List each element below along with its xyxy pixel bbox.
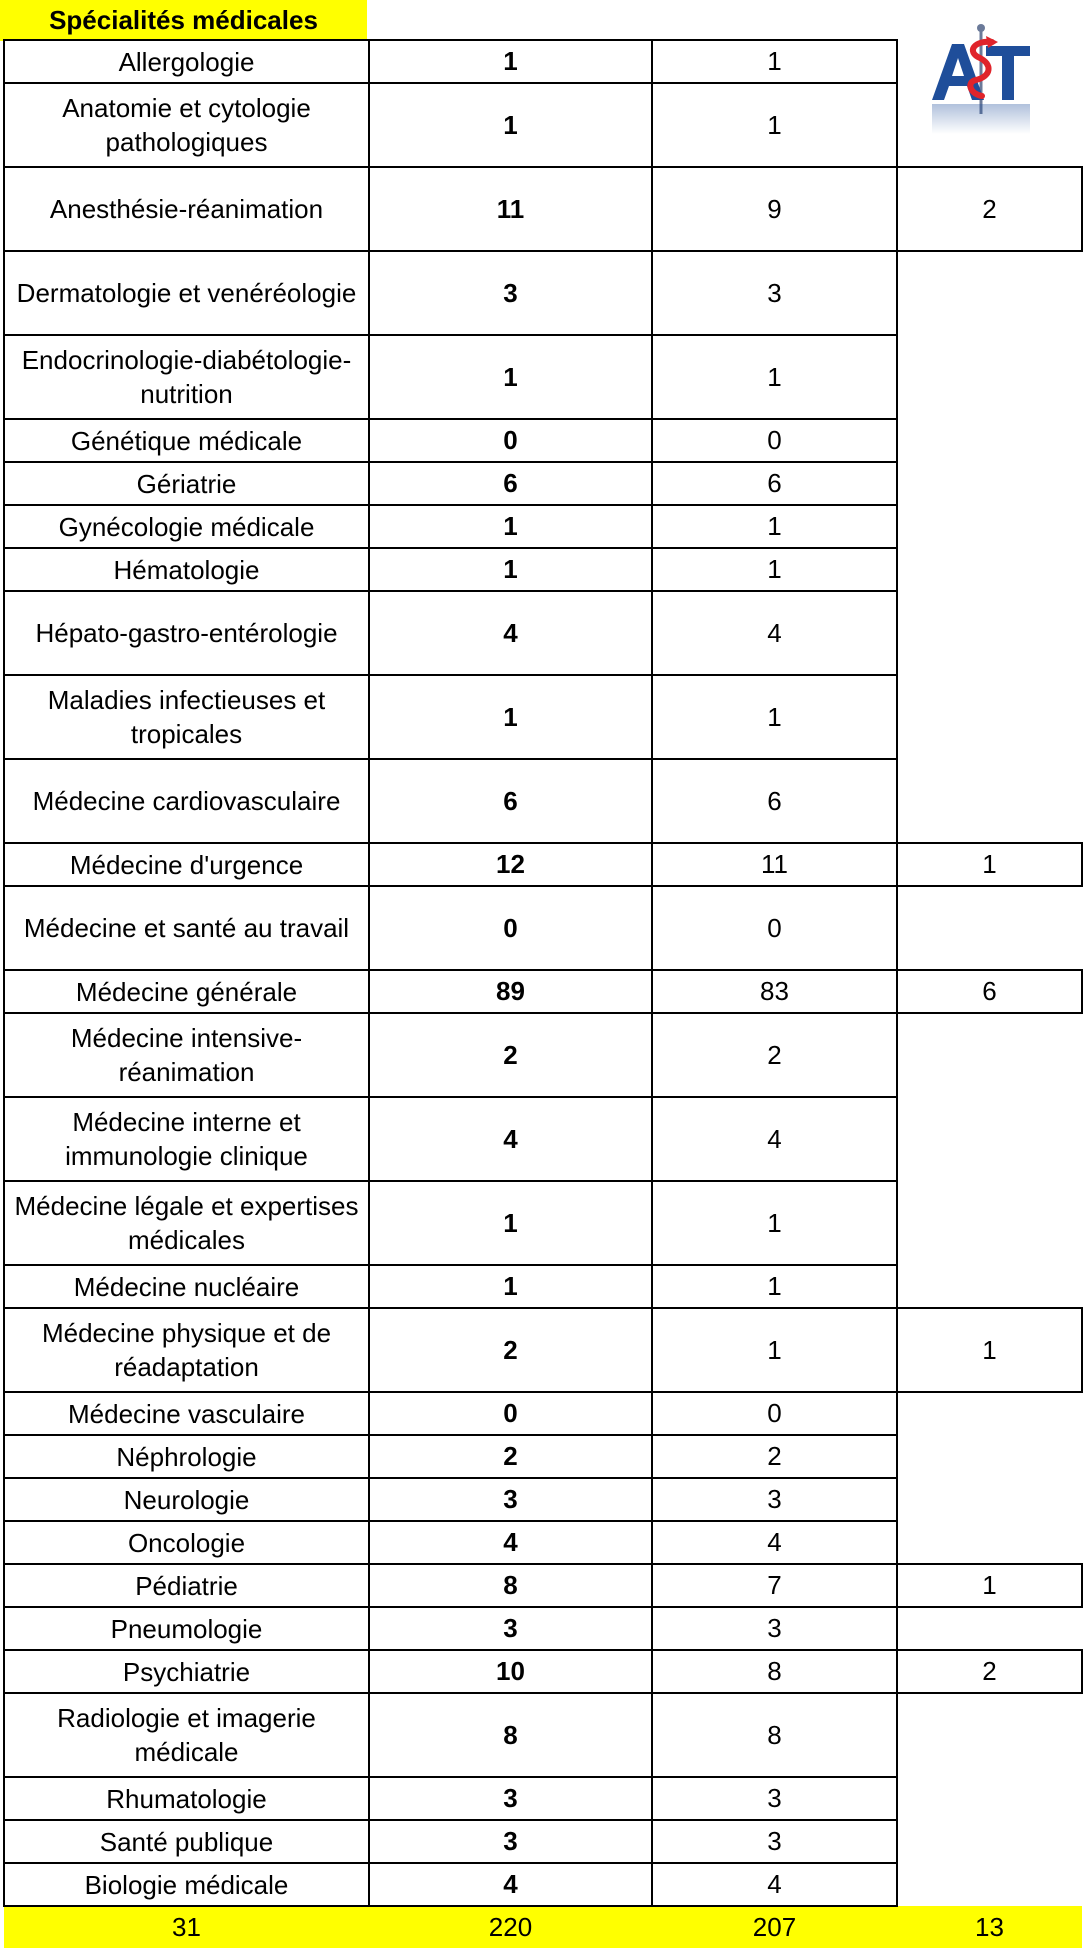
table-row	[4, 1097, 1082, 1181]
total-count: 3	[369, 1777, 652, 1820]
count-col2: 6	[652, 759, 897, 843]
count-col3	[897, 1392, 1082, 1435]
table-row	[4, 462, 1082, 505]
table-row	[4, 1265, 1082, 1308]
count-col2: 2	[652, 1013, 897, 1097]
table-row	[4, 1308, 1082, 1392]
table-row	[4, 1777, 1082, 1820]
specialty-name: Médecine générale	[4, 970, 369, 1013]
count-col3	[897, 1097, 1082, 1181]
specialty-name: Gériatrie	[4, 462, 369, 505]
count-col3: 1	[897, 1308, 1082, 1392]
table-row	[4, 251, 1082, 335]
total-count: 0	[369, 886, 652, 970]
count-col2: 3	[652, 1777, 897, 1820]
table-row	[4, 548, 1082, 591]
count-col3	[897, 419, 1082, 462]
count-col2: 8	[652, 1650, 897, 1693]
specialty-name: Radiologie et imagerie médicale	[4, 1693, 369, 1777]
count-col2: 1	[652, 548, 897, 591]
table-row	[4, 843, 1082, 886]
count-col3	[897, 1820, 1082, 1863]
specialty-name: Hématologie	[4, 548, 369, 591]
total-count: 8	[369, 1564, 652, 1607]
specialty-name: Anatomie et cytologie pathologiques	[4, 83, 369, 167]
count-col3	[897, 1265, 1082, 1308]
total-count: 1	[369, 548, 652, 591]
count-col3	[897, 251, 1082, 335]
total-count: 0	[369, 419, 652, 462]
totals-total: 220	[369, 1906, 652, 1948]
total-count: 2	[369, 1308, 652, 1392]
specialty-name: Rhumatologie	[4, 1777, 369, 1820]
count-col2: 3	[652, 251, 897, 335]
table-row	[4, 1435, 1082, 1478]
table-row	[4, 1607, 1082, 1650]
count-col2: 1	[652, 83, 897, 167]
specialty-name: Génétique médicale	[4, 419, 369, 462]
total-count: 4	[369, 1863, 652, 1906]
total-count: 1	[369, 505, 652, 548]
total-count: 1	[369, 1181, 652, 1265]
specialty-name: Médecine et santé au travail	[4, 886, 369, 970]
count-col3: 6	[897, 970, 1082, 1013]
table-row	[4, 759, 1082, 843]
specialty-name: Dermatologie et venéréologie	[4, 251, 369, 335]
count-col3	[897, 886, 1082, 970]
totals-col3: 13	[897, 1906, 1082, 1948]
total-count: 1	[369, 83, 652, 167]
table-row	[4, 40, 1082, 83]
count-col2: 6	[652, 462, 897, 505]
specialty-name: Biologie médicale	[4, 1863, 369, 1906]
table-row	[4, 1820, 1082, 1863]
total-count: 1	[369, 40, 652, 83]
table-row	[4, 1650, 1082, 1693]
count-col3	[897, 1777, 1082, 1820]
specialty-name: Néphrologie	[4, 1435, 369, 1478]
count-col2: 3	[652, 1607, 897, 1650]
total-count: 3	[369, 1607, 652, 1650]
count-col3	[897, 1435, 1082, 1478]
table-row	[4, 1863, 1082, 1906]
specialty-name: Médecine interne et immunologie clinique	[4, 1097, 369, 1181]
total-count: 2	[369, 1435, 652, 1478]
count-col3	[897, 1863, 1082, 1906]
total-count: 4	[369, 591, 652, 675]
total-count: 12	[369, 843, 652, 886]
count-col2: 11	[652, 843, 897, 886]
count-col3	[897, 83, 1082, 167]
specialty-name: Anesthésie-réanimation	[4, 167, 369, 251]
total-count: 0	[369, 1392, 652, 1435]
specialty-name: Allergologie	[4, 40, 369, 83]
count-col3	[897, 505, 1082, 548]
totals-col2: 207	[652, 1906, 897, 1948]
total-count: 11	[369, 167, 652, 251]
specialty-name: Gynécologie médicale	[4, 505, 369, 548]
table-row	[4, 83, 1082, 167]
total-count: 3	[369, 1478, 652, 1521]
specialty-name: Médecine intensive-réanimation	[4, 1013, 369, 1097]
specialty-name: Endocrinologie-diabétologie-nutrition	[4, 335, 369, 419]
count-col3	[897, 591, 1082, 675]
count-col2: 1	[652, 40, 897, 83]
count-col3	[897, 40, 1082, 83]
total-count: 1	[369, 335, 652, 419]
count-col2: 4	[652, 1097, 897, 1181]
count-col2: 4	[652, 1521, 897, 1564]
specialty-name: Pneumologie	[4, 1607, 369, 1650]
count-col2: 8	[652, 1693, 897, 1777]
totals-row	[4, 1906, 1082, 1948]
specialty-name: Santé publique	[4, 1820, 369, 1863]
specialty-name: Médecine physique et de réadaptation	[4, 1308, 369, 1392]
total-count: 4	[369, 1521, 652, 1564]
specialty-name: Pédiatrie	[4, 1564, 369, 1607]
specialty-name: Psychiatrie	[4, 1650, 369, 1693]
table-row	[4, 167, 1082, 251]
table-row	[4, 970, 1082, 1013]
count-col3	[897, 759, 1082, 843]
count-col3	[897, 675, 1082, 759]
specialty-name: Médecine vasculaire	[4, 1392, 369, 1435]
table-row	[4, 1564, 1082, 1607]
specialty-name: Médecine légale et expertises médicales	[4, 1181, 369, 1265]
table-row	[4, 1521, 1082, 1564]
count-col3: 1	[897, 843, 1082, 886]
specialty-name: Hépato-gastro-entérologie	[4, 591, 369, 675]
total-count: 1	[369, 675, 652, 759]
table-row	[4, 505, 1082, 548]
count-col2: 1	[652, 1265, 897, 1308]
table-row	[4, 1478, 1082, 1521]
table-row	[4, 1693, 1082, 1777]
count-col3	[897, 1521, 1082, 1564]
count-col2: 3	[652, 1478, 897, 1521]
totals-count: 31	[4, 1906, 369, 1948]
table-row	[4, 335, 1082, 419]
count-col3	[897, 1478, 1082, 1521]
specialty-name: Médecine cardiovasculaire	[4, 759, 369, 843]
table-row	[4, 1013, 1082, 1097]
count-col2: 1	[652, 675, 897, 759]
count-col3	[897, 462, 1082, 505]
count-col2: 1	[652, 505, 897, 548]
count-col2: 1	[652, 335, 897, 419]
specialty-name: Oncologie	[4, 1521, 369, 1564]
table-row	[4, 419, 1082, 462]
total-count: 8	[369, 1693, 652, 1777]
count-col2: 0	[652, 419, 897, 462]
table-row	[4, 675, 1082, 759]
count-col3	[897, 1693, 1082, 1777]
count-col3: 2	[897, 1650, 1082, 1693]
count-col3	[897, 548, 1082, 591]
table-row	[4, 591, 1082, 675]
count-col2: 0	[652, 886, 897, 970]
total-count: 10	[369, 1650, 652, 1693]
count-col2: 1	[652, 1181, 897, 1265]
total-count: 6	[369, 462, 652, 505]
total-count: 89	[369, 970, 652, 1013]
total-count: 4	[369, 1097, 652, 1181]
count-col2: 4	[652, 1863, 897, 1906]
total-count: 3	[369, 251, 652, 335]
count-col3: 2	[897, 167, 1082, 251]
count-col2: 1	[652, 1308, 897, 1392]
count-col2: 0	[652, 1392, 897, 1435]
count-col2: 2	[652, 1435, 897, 1478]
table-row	[4, 1392, 1082, 1435]
specialty-name: Médecine nucléaire	[4, 1265, 369, 1308]
specialties-table	[3, 39, 1083, 1948]
count-col2: 7	[652, 1564, 897, 1607]
count-col3	[897, 1607, 1082, 1650]
count-col2: 9	[652, 167, 897, 251]
total-count: 2	[369, 1013, 652, 1097]
total-count: 6	[369, 759, 652, 843]
count-col3	[897, 1013, 1082, 1097]
specialty-name: Médecine d'urgence	[4, 843, 369, 886]
specialty-name: Maladies infectieuses et tropicales	[4, 675, 369, 759]
total-count: 1	[369, 1265, 652, 1308]
table-title: Spécialités médicales	[0, 0, 367, 41]
count-col3: 1	[897, 1564, 1082, 1607]
table-row	[4, 886, 1082, 970]
count-col2: 4	[652, 591, 897, 675]
total-count: 3	[369, 1820, 652, 1863]
table-row	[4, 1181, 1082, 1265]
count-col2: 3	[652, 1820, 897, 1863]
specialty-name: Neurologie	[4, 1478, 369, 1521]
count-col3	[897, 335, 1082, 419]
count-col3	[897, 1181, 1082, 1265]
count-col2: 83	[652, 970, 897, 1013]
